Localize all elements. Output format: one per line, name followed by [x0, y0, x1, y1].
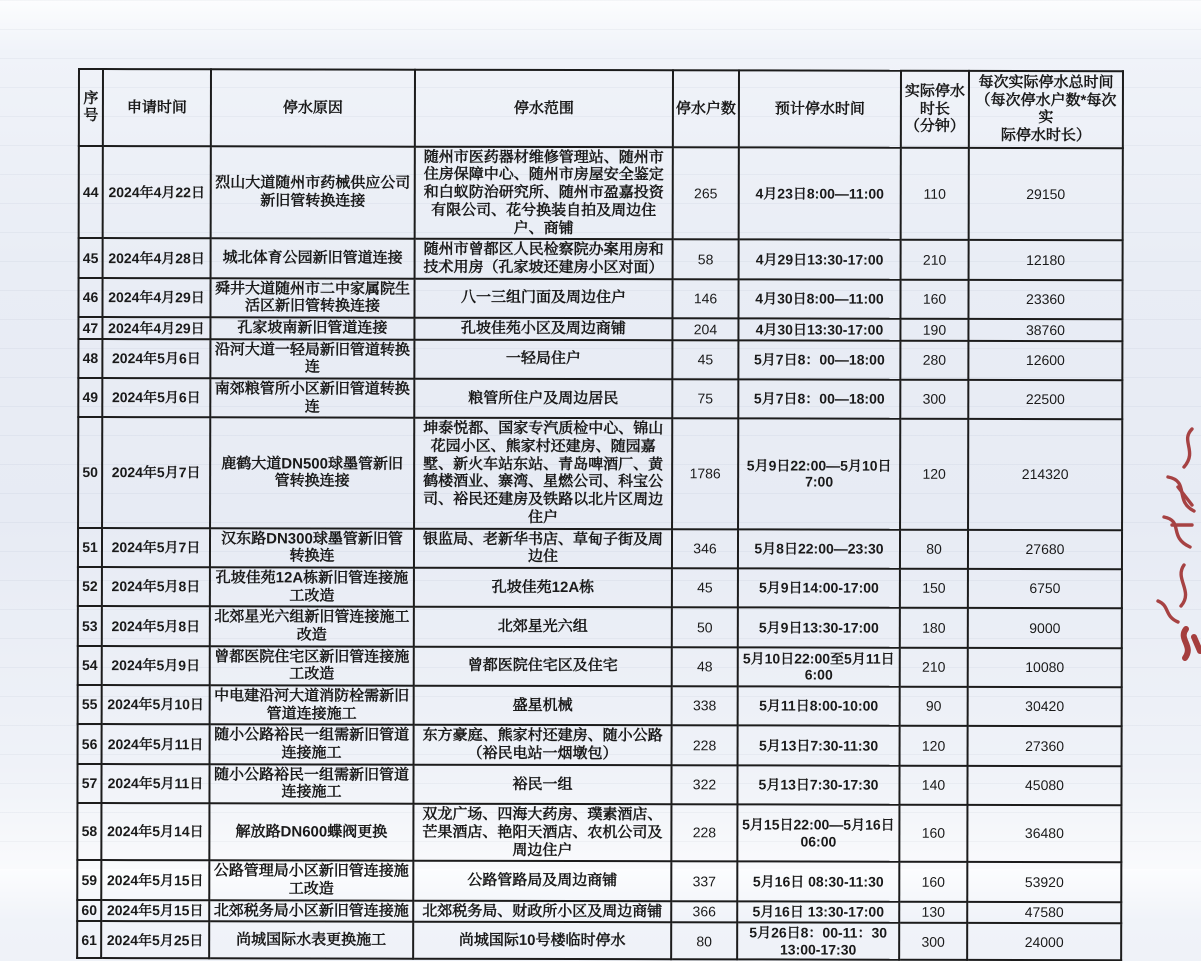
cell-scope: 随州市医药器材维修管理站、随州市住房保障中心、随州市房屋安全鉴定和白蚁防治研究所、随州市盈嘉投资有限公司、花兮换装自拍及周边住户、商铺	[415, 146, 673, 239]
header-reason: 停水原因	[211, 69, 415, 146]
cell-reason: 中电建沿河大道消防栓需新旧管道连接施工	[210, 685, 414, 725]
outage-row	[79, 238, 1123, 280]
cell-apply-date: 2024年5月9日	[102, 646, 210, 686]
cell-households: 228	[672, 726, 738, 766]
cell-serial: 45	[79, 238, 103, 277]
header-apply-date: 申请时间	[103, 69, 211, 146]
cell-reason: 汉东路DN300球墨管新旧管转换连	[210, 528, 414, 568]
cell-households: 265	[673, 147, 739, 240]
cell-scope: 随州市曾都区人民检察院办案用房和技术用房（孔家坡还建房小区对面）	[415, 239, 673, 279]
cell-serial: 47	[78, 317, 102, 339]
cell-total-time: 214320	[968, 419, 1122, 529]
cell-households: 75	[672, 379, 738, 419]
cell-actual-minutes: 120	[900, 419, 968, 529]
cell-apply-date: 2024年5月15日	[101, 900, 209, 922]
cell-actual-minutes: 280	[900, 340, 968, 380]
cell-serial: 61	[77, 921, 101, 958]
cell-actual-minutes: 210	[901, 240, 969, 280]
cell-apply-date: 2024年5月11日	[101, 764, 209, 804]
cell-total-time: 23360	[968, 279, 1122, 319]
cell-reason: 北郊星光六组新旧管连接施工改造	[210, 607, 414, 647]
cell-reason: 随小公路裕民一组需新旧管道连接施工	[210, 725, 414, 765]
cell-serial: 54	[78, 646, 102, 685]
cell-reason: 孔坡佳苑12A栋新旧管连接施工改造	[210, 567, 414, 607]
outage-row	[77, 803, 1121, 862]
cell-reason: 沿河大道一轻局新旧管道转换连	[210, 339, 414, 379]
cell-planned-time: 4月23日8:00—11:00	[739, 147, 901, 240]
cell-apply-date: 2024年5月10日	[102, 685, 210, 725]
outage-row	[78, 317, 1122, 341]
cell-households: 204	[672, 318, 738, 340]
cell-planned-time: 4月30日8:00—11:00	[738, 279, 900, 319]
cell-apply-date: 2024年5月11日	[102, 724, 210, 764]
cell-reason: 舜井大道随州市二中家属院生活区新旧管转换连接	[210, 278, 414, 318]
outage-row	[78, 606, 1122, 648]
cell-reason: 随小公路裕民一组需新旧管道连接施工	[209, 764, 413, 804]
outage-row	[77, 764, 1121, 806]
cell-apply-date: 2024年5月7日	[102, 417, 210, 527]
cell-serial: 56	[78, 724, 102, 763]
cell-scope: 八一三组门面及周边住户	[414, 278, 672, 318]
cell-actual-minutes: 160	[900, 279, 968, 319]
cell-scope: 孔坡佳苑12A栋	[414, 568, 672, 608]
cell-actual-minutes: 190	[900, 319, 968, 341]
cell-scope: 盛星机械	[414, 686, 672, 726]
cell-total-time: 12600	[968, 340, 1122, 380]
cell-apply-date: 2024年5月6日	[102, 339, 210, 379]
cell-apply-date: 2024年4月22日	[103, 146, 211, 239]
cell-reason: 南郊粮管所小区新旧管道转换连	[210, 378, 414, 418]
cell-total-time: 22500	[968, 380, 1122, 420]
header-row	[79, 69, 1123, 148]
cell-reason: 公路管理局小区新旧管连接施工改造	[209, 860, 413, 900]
cell-actual-minutes: 80	[900, 529, 968, 569]
cell-reason: 尚城国际水表更换施工	[209, 922, 413, 959]
outage-row	[78, 417, 1122, 529]
cell-reason: 曾都医院住宅区新旧管连接施工改造	[210, 646, 414, 686]
cell-planned-time: 5月26日8：00-11：30 13:00-17:30	[737, 923, 899, 960]
cell-scope: 东方豪庭、熊家村还建房、随小公路（裕民电站一烟墩包）	[414, 725, 672, 765]
cell-planned-time: 5月7日8：00—18:00	[738, 379, 900, 419]
cell-scope: 孔坡佳苑小区及周边商铺	[414, 318, 672, 340]
cell-total-time: 47580	[967, 901, 1121, 923]
cell-total-time: 38760	[968, 319, 1122, 341]
outage-row	[79, 146, 1123, 241]
cell-households: 228	[671, 804, 737, 861]
cell-actual-minutes: 130	[899, 901, 967, 923]
cell-total-time: 30420	[968, 687, 1122, 727]
cell-scope: 双龙广场、四海大药房、璞素酒店、芒果酒店、艳阳天酒店、农机公司及周边住户	[413, 804, 671, 862]
outage-row	[78, 646, 1122, 688]
cell-scope: 坤泰悦都、国家专汽质检中心、锦山花园小区、熊家村还建房、随园嘉墅、新火车站东站、青岛啤酒厂、黄鹤楼酒业、寨湾、星燃公司、科宝公司、裕民还建房及铁路以北片区周边住户	[414, 418, 672, 529]
cell-total-time: 10080	[968, 647, 1122, 687]
header-households: 停水户数	[673, 70, 739, 147]
cell-apply-date: 2024年5月25日	[101, 921, 209, 958]
cell-scope: 一轻局住户	[414, 339, 672, 379]
cell-total-time: 6750	[968, 569, 1122, 609]
cell-serial: 44	[79, 146, 103, 238]
cell-households: 80	[671, 922, 737, 959]
cell-serial: 55	[78, 685, 102, 724]
cell-actual-minutes: 160	[899, 805, 967, 862]
cell-planned-time: 4月30日13:30-17:00	[738, 318, 900, 340]
cell-households: 45	[672, 568, 738, 608]
cell-apply-date: 2024年5月6日	[102, 378, 210, 418]
cell-planned-time: 5月13日7:30-11:30	[738, 726, 900, 766]
cell-serial: 52	[78, 567, 102, 606]
outage-row	[78, 278, 1122, 320]
outage-row	[77, 921, 1121, 960]
cell-actual-minutes: 110	[901, 147, 969, 240]
cell-total-time: 53920	[967, 862, 1121, 902]
cell-scope: 曾都医院住宅区及住宅	[414, 646, 672, 686]
outage-row	[77, 860, 1121, 902]
outage-row	[78, 567, 1122, 609]
cell-actual-minutes: 150	[900, 569, 968, 609]
cell-households: 50	[672, 607, 738, 647]
cell-apply-date: 2024年5月8日	[102, 567, 210, 607]
cell-reason: 北郊税务局小区新旧管连接施	[209, 900, 413, 922]
cell-scope: 银监局、老新华书店、草甸子街及周边住	[414, 528, 672, 568]
cell-serial: 51	[78, 528, 102, 567]
outage-row	[78, 685, 1122, 727]
header-actual-minutes: 实际停水 时长 （分钟）	[901, 71, 969, 148]
cell-reason: 城北体育公园新旧管道连接	[211, 238, 415, 278]
cell-total-time: 36480	[967, 805, 1121, 862]
cell-reason: 孔家坡南新旧管道连接	[210, 317, 414, 339]
cell-planned-time: 5月9日22:00—5月10日7:00	[738, 419, 900, 529]
cell-households: 322	[671, 765, 737, 805]
cell-planned-time: 5月16日 13:30-17:00	[737, 901, 899, 923]
outage-row	[78, 339, 1122, 381]
cell-reason: 烈山大道随州市药械供应公司新旧管转换连接	[211, 146, 415, 239]
cell-total-time: 24000	[967, 923, 1121, 960]
cell-households: 338	[672, 686, 738, 726]
cell-serial: 60	[77, 900, 101, 922]
cell-total-time: 45080	[967, 766, 1121, 806]
header-serial: 序号	[79, 69, 103, 146]
cell-reason: 解放路DN600蝶阀更换	[209, 803, 413, 860]
cell-scope: 公路管路局及周边商铺	[413, 861, 671, 901]
header-scope: 停水范围	[415, 70, 673, 147]
cell-households: 337	[671, 861, 737, 901]
cell-apply-date: 2024年5月8日	[102, 606, 210, 646]
cell-total-time: 29150	[969, 148, 1123, 241]
red-handwriting-annotation	[1128, 415, 1201, 665]
cell-planned-time: 5月11日8:00-10:00	[738, 686, 900, 726]
cell-scope: 裕民一组	[413, 764, 671, 804]
cell-serial: 46	[78, 278, 102, 317]
cell-apply-date: 2024年4月29日	[102, 278, 210, 318]
header-planned-time: 预计停水时间	[739, 70, 901, 147]
cell-reason: 鹿鹤大道DN500球墨管新旧管转换连接	[210, 418, 414, 529]
cell-total-time: 27360	[968, 726, 1122, 766]
cell-apply-date: 2024年4月29日	[102, 317, 210, 339]
cell-households: 146	[672, 279, 738, 319]
cell-apply-date: 2024年5月15日	[101, 860, 209, 900]
cell-households: 48	[672, 647, 738, 687]
cell-planned-time: 5月13日7:30-17:30	[737, 765, 899, 805]
cell-households: 58	[673, 239, 739, 279]
cell-actual-minutes: 160	[899, 862, 967, 902]
cell-actual-minutes: 140	[899, 765, 967, 805]
cell-actual-minutes: 210	[900, 647, 968, 687]
cell-planned-time: 4月29日13:30-17:00	[739, 240, 901, 280]
cell-serial: 59	[77, 860, 101, 899]
cell-planned-time: 5月15日22:00—5月16日06:00	[737, 805, 899, 862]
cell-scope: 北郊税务局、财政所小区及周边商铺	[413, 900, 671, 922]
cell-households: 346	[672, 529, 738, 569]
cell-planned-time: 5月9日14:00-17:00	[738, 568, 900, 608]
outage-row	[78, 378, 1122, 420]
cell-serial: 58	[77, 803, 101, 860]
outage-row	[77, 900, 1121, 924]
cell-planned-time: 5月8日22:00—23:30	[738, 529, 900, 569]
cell-total-time: 27680	[968, 529, 1122, 569]
cell-actual-minutes: 300	[899, 923, 967, 960]
cell-planned-time: 5月10日22:00至5月11日6:00	[738, 647, 900, 687]
cell-planned-time: 5月9日13:30-17:00	[738, 608, 900, 648]
cell-households: 1786	[672, 419, 738, 529]
cell-scope: 尚城国际10号楼临时停水	[413, 922, 671, 960]
cell-households: 366	[671, 901, 737, 923]
outage-row	[78, 724, 1122, 766]
cell-actual-minutes: 90	[900, 687, 968, 727]
cell-serial: 49	[78, 378, 102, 417]
cell-total-time: 12180	[969, 240, 1123, 280]
outage-row	[78, 528, 1122, 570]
cell-serial: 57	[77, 764, 101, 803]
cell-serial: 50	[78, 417, 102, 527]
cell-scope: 北郊星光六组	[414, 607, 672, 647]
cell-planned-time: 5月16日 08:30-11:30	[737, 862, 899, 902]
cell-households: 45	[672, 340, 738, 380]
cell-serial: 53	[78, 606, 102, 645]
header-total-time: 每次实际停水总时间 （每次停水户数*每次实 际停水时长）	[969, 71, 1123, 148]
cell-serial: 48	[78, 339, 102, 378]
cell-actual-minutes: 120	[900, 726, 968, 766]
cell-apply-date: 2024年4月28日	[103, 238, 211, 278]
water-outage-table	[76, 68, 1124, 961]
cell-actual-minutes: 300	[900, 380, 968, 420]
cell-total-time: 9000	[968, 608, 1122, 648]
cell-apply-date: 2024年5月14日	[101, 803, 209, 860]
cell-planned-time: 5月7日8：00—18:00	[738, 340, 900, 380]
cell-apply-date: 2024年5月7日	[102, 528, 210, 568]
cell-scope: 粮管所住户及周边居民	[414, 379, 672, 419]
cell-actual-minutes: 180	[900, 608, 968, 648]
